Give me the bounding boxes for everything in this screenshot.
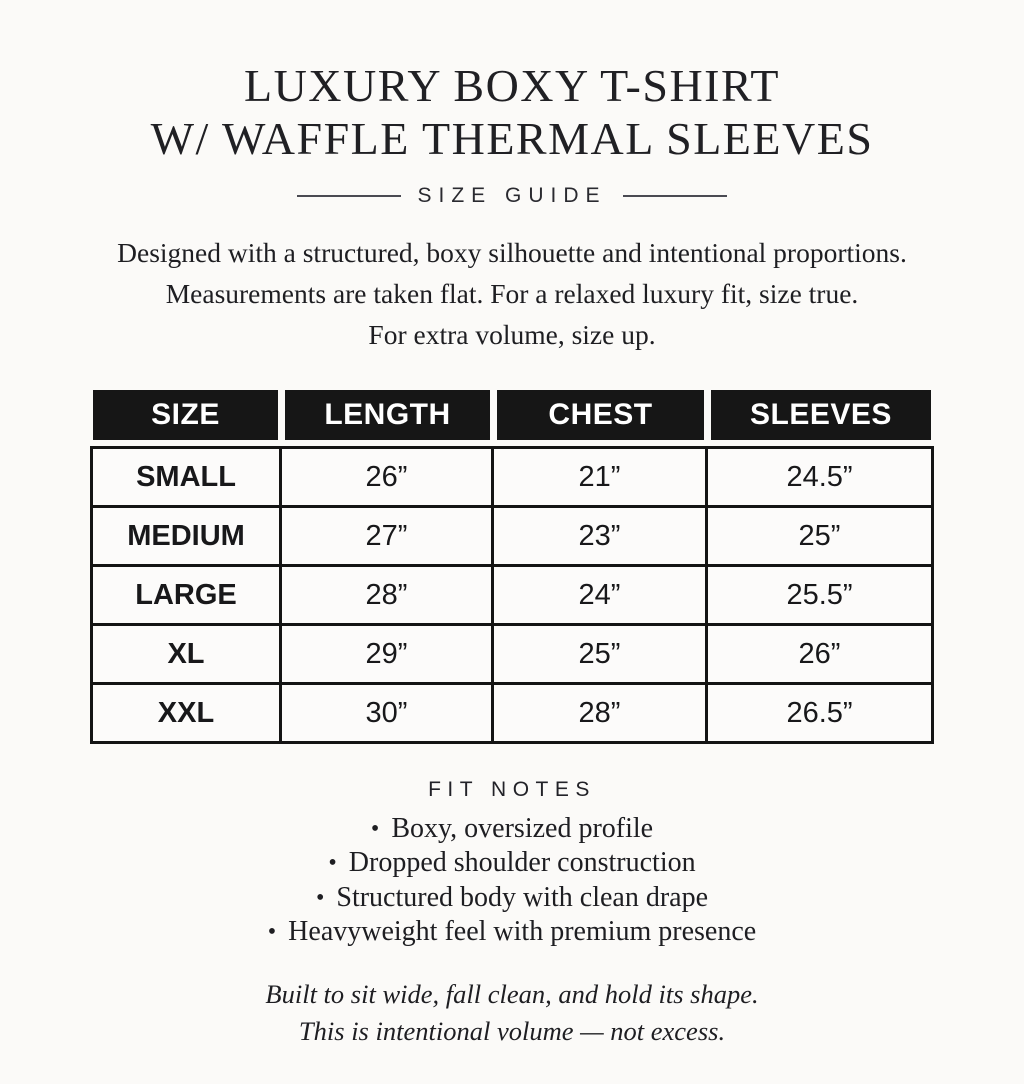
table-cell-chest: 28” [494,685,705,741]
size-guide-label: SIZE GUIDE [417,183,607,207]
table-cell-size: LARGE [93,567,279,623]
fit-notes-list [0,812,1024,950]
table-cell-size: XL [93,626,279,682]
intro-line-1: Designed with a structured, boxy silhouette and intentional proportions. [117,236,907,268]
table-cell-chest: 25” [494,626,705,682]
table-cell-length: 28” [282,567,491,623]
divider-rule-right [623,195,727,197]
table-cell-sleeves: 26” [708,626,931,682]
table-cell-sleeves: 24.5” [708,449,931,505]
bullet-icon: • [328,850,337,877]
table-cell-sleeves: 25” [708,508,931,564]
fit-notes-heading: FIT NOTES [428,777,596,801]
divider-rule-left [297,195,401,197]
fit-note-item [0,915,1024,950]
size-guide-divider [0,184,1024,208]
table-cell-length: 26” [282,449,491,505]
size-table-body [90,446,934,744]
closing-statement [0,976,1024,1050]
page-title [0,60,1024,166]
header-cell-size: SIZE [93,390,278,440]
intro-line-3: For extra volume, size up. [368,319,656,351]
fit-note-text: Boxy, oversized profile [391,812,654,844]
table-cell-size: MEDIUM [93,508,279,564]
fit-note-text: Heavyweight feel with premium presence [288,916,757,948]
closing-line-2: This is intentional volume — not excess. [298,1015,726,1046]
table-cell-length: 30” [282,685,491,741]
table-cell-sleeves: 25.5” [708,567,931,623]
bullet-icon: • [370,815,380,842]
fit-note-item [0,812,1024,847]
header-cell-length: LENGTH [285,390,490,440]
table-cell-size: XXL [93,685,279,741]
intro-line-2: Measurements are taken flat. For a relaxed luxury fit, size true. [165,278,859,310]
header-cell-chest: CHEST [497,390,704,440]
fit-note-text: Dropped shoulder construction [348,847,696,879]
fit-note-text: Structured body with clean drape [336,881,709,913]
size-table [90,390,934,744]
table-cell-length: 29” [282,626,491,682]
header-cell-sleeves: SLEEVES [711,390,931,440]
table-cell-sleeves: 26.5” [708,685,931,741]
size-table-header [93,390,931,440]
table-cell-length: 27” [282,508,491,564]
intro-paragraph [0,232,1024,356]
table-cell-chest: 21” [494,449,705,505]
page-title-line2: W/ WAFFLE THERMAL SLEEVES [150,112,874,164]
fit-note-item [0,881,1024,916]
table-cell-chest: 23” [494,508,705,564]
table-cell-size: SMALL [93,449,279,505]
bullet-icon: • [267,919,277,946]
bullet-icon: • [315,884,325,911]
fit-note-item [0,846,1024,881]
closing-line-1: Built to sit wide, fall clean, and hold its shape. [265,978,759,1009]
page-title-line1: LUXURY BOXY T-SHIRT [243,60,781,111]
table-cell-chest: 24” [494,567,705,623]
